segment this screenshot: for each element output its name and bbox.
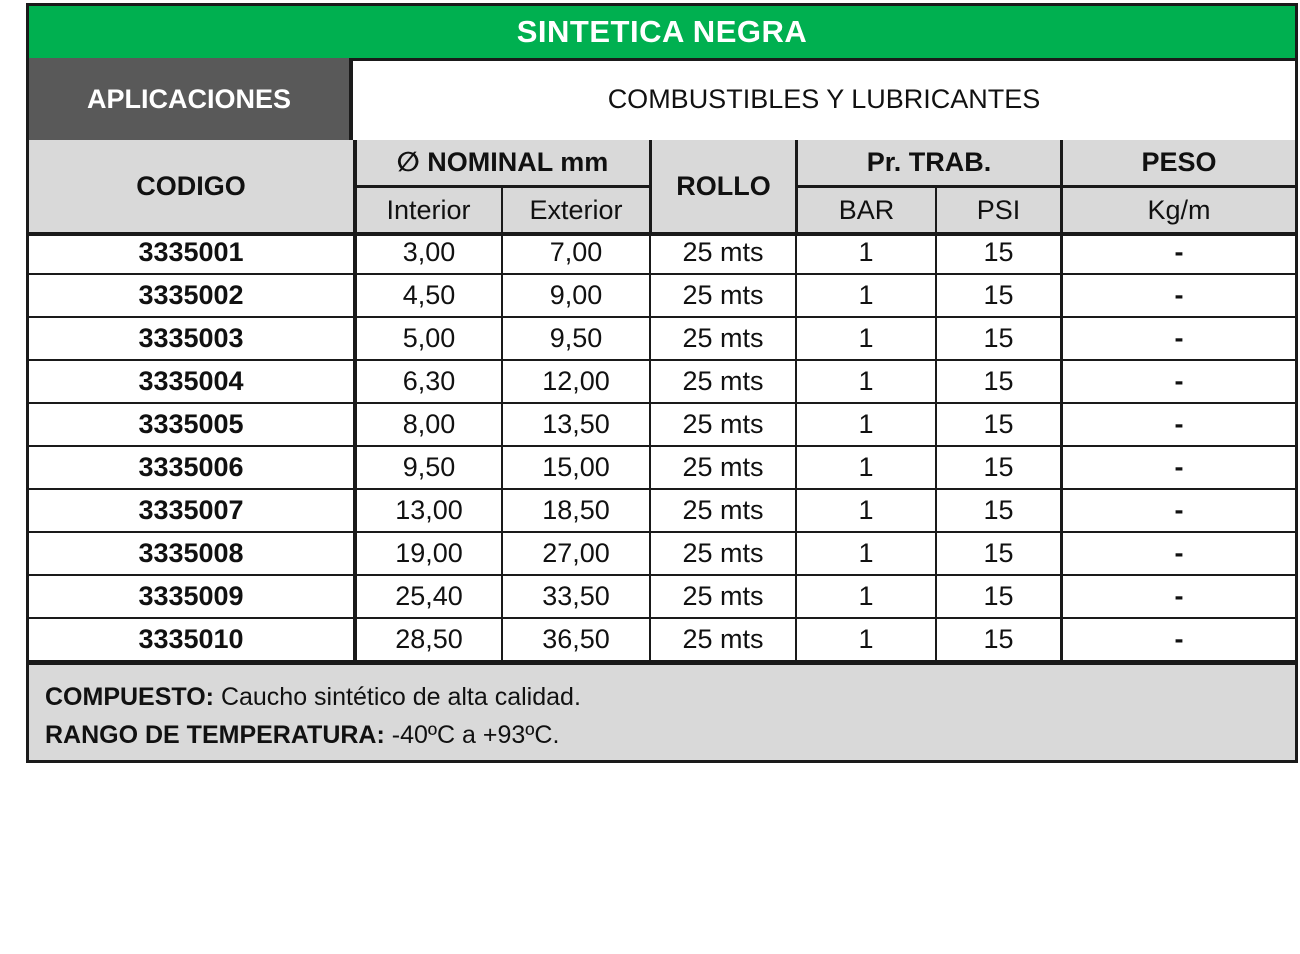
cell-interior: 6,30 bbox=[402, 366, 456, 396]
header-bar: BAR bbox=[838, 194, 895, 225]
cell-codigo: 3335002 bbox=[138, 280, 244, 310]
cell-peso: - bbox=[1174, 409, 1184, 439]
cell-psi: 15 bbox=[983, 323, 1014, 353]
cell-interior: 19,00 bbox=[395, 538, 463, 568]
table-row bbox=[29, 232, 1295, 275]
table-title: SINTETICA NEGRA bbox=[29, 6, 1295, 61]
cell-exterior: 13,50 bbox=[542, 409, 610, 439]
cell-psi: 15 bbox=[983, 538, 1014, 568]
column-divider bbox=[1060, 232, 1063, 662]
cell-interior: 9,50 bbox=[402, 452, 456, 482]
cell-rollo: 25 mts bbox=[682, 280, 764, 310]
cell-interior: 13,00 bbox=[395, 495, 463, 525]
cell-interior: 8,00 bbox=[402, 409, 456, 439]
cell-codigo: 3335010 bbox=[138, 624, 244, 654]
table-row bbox=[29, 404, 1295, 447]
header-divider bbox=[935, 186, 937, 232]
header-divider bbox=[501, 186, 503, 232]
cell-exterior: 36,50 bbox=[542, 624, 610, 654]
cell-interior: 28,50 bbox=[395, 624, 463, 654]
cell-exterior: 9,50 bbox=[549, 323, 603, 353]
cell-bar: 1 bbox=[858, 323, 874, 353]
footer-rango bbox=[45, 721, 559, 750]
cell-exterior: 9,00 bbox=[549, 280, 603, 310]
cell-exterior: 33,50 bbox=[542, 581, 610, 611]
compuesto-value: Caucho sintético de alta calidad. bbox=[214, 683, 581, 711]
cell-rollo: 25 mts bbox=[682, 409, 764, 439]
cell-interior: 3,00 bbox=[402, 237, 456, 267]
column-divider bbox=[935, 232, 937, 662]
cell-codigo: 3335006 bbox=[138, 452, 244, 482]
spec-sheet bbox=[26, 3, 1298, 763]
cell-codigo: 3335009 bbox=[138, 581, 244, 611]
cell-rollo: 25 mts bbox=[682, 237, 764, 267]
table-footer bbox=[29, 662, 1295, 760]
applications-value: COMBUSTIBLES Y LUBRICANTES bbox=[607, 83, 1041, 114]
column-divider bbox=[795, 232, 797, 662]
cell-peso: - bbox=[1174, 581, 1184, 611]
cell-peso: - bbox=[1174, 495, 1184, 525]
cell-exterior: 27,00 bbox=[542, 538, 610, 568]
column-divider bbox=[353, 232, 357, 662]
footer-compuesto bbox=[45, 683, 581, 712]
cell-codigo: 3335001 bbox=[138, 237, 244, 267]
cell-exterior: 12,00 bbox=[542, 366, 610, 396]
cell-rollo: 25 mts bbox=[682, 366, 764, 396]
cell-codigo: 3335004 bbox=[138, 366, 244, 396]
table-row bbox=[29, 576, 1295, 619]
cell-interior: 4,50 bbox=[402, 280, 456, 310]
cell-bar: 1 bbox=[858, 452, 874, 482]
header-peso: PESO bbox=[1141, 147, 1217, 177]
cell-psi: 15 bbox=[983, 280, 1014, 310]
cell-exterior: 7,00 bbox=[549, 237, 603, 267]
table-row bbox=[29, 533, 1295, 576]
header-nominal: ∅ NOMINAL mm bbox=[396, 147, 609, 177]
table-header bbox=[29, 140, 1295, 236]
cell-bar: 1 bbox=[858, 366, 874, 396]
header-exterior: Exterior bbox=[529, 194, 623, 225]
table-row bbox=[29, 318, 1295, 361]
cell-bar: 1 bbox=[858, 237, 874, 267]
cell-peso: - bbox=[1174, 280, 1184, 310]
header-interior: Interior bbox=[386, 194, 471, 225]
rango-label: RANGO DE TEMPERATURA: bbox=[45, 721, 385, 749]
table-row bbox=[29, 490, 1295, 533]
cell-codigo: 3335003 bbox=[138, 323, 244, 353]
cell-codigo: 3335005 bbox=[138, 409, 244, 439]
cell-interior: 25,40 bbox=[395, 581, 463, 611]
cell-peso: - bbox=[1174, 237, 1184, 267]
cell-rollo: 25 mts bbox=[682, 323, 764, 353]
rango-value: -40ºC a +93ºC. bbox=[384, 721, 560, 749]
cell-rollo: 25 mts bbox=[682, 624, 764, 654]
cell-psi: 15 bbox=[983, 409, 1014, 439]
header-codigo: CODIGO bbox=[136, 170, 246, 201]
cell-psi: 15 bbox=[983, 495, 1014, 525]
cell-peso: - bbox=[1174, 366, 1184, 396]
cell-peso: - bbox=[1174, 624, 1184, 654]
table-row bbox=[29, 275, 1295, 318]
cell-peso: - bbox=[1174, 538, 1184, 568]
cell-bar: 1 bbox=[858, 538, 874, 568]
header-pr-trab: Pr. TRAB. bbox=[866, 147, 992, 177]
cell-bar: 1 bbox=[858, 280, 874, 310]
cell-bar: 1 bbox=[858, 495, 874, 525]
cell-rollo: 25 mts bbox=[682, 495, 764, 525]
cell-psi: 15 bbox=[983, 452, 1014, 482]
cell-rollo: 25 mts bbox=[682, 538, 764, 568]
cell-psi: 15 bbox=[983, 366, 1014, 396]
header-rollo: ROLLO bbox=[676, 170, 771, 201]
table-row bbox=[29, 619, 1295, 662]
header-kgm: Kg/m bbox=[1147, 194, 1211, 225]
cell-peso: - bbox=[1174, 452, 1184, 482]
compuesto-label: COMPUESTO: bbox=[45, 683, 214, 711]
header-divider bbox=[353, 185, 650, 188]
cell-bar: 1 bbox=[858, 581, 874, 611]
table-row bbox=[29, 361, 1295, 404]
cell-exterior: 18,50 bbox=[542, 495, 610, 525]
table-row bbox=[29, 447, 1295, 490]
cell-psi: 15 bbox=[983, 624, 1014, 654]
header-psi: PSI bbox=[976, 194, 1021, 225]
cell-peso: - bbox=[1174, 323, 1184, 353]
applications-row bbox=[29, 58, 1295, 143]
cell-psi: 15 bbox=[983, 581, 1014, 611]
applications-label: APLICACIONES bbox=[29, 58, 353, 140]
table-body bbox=[29, 232, 1295, 662]
header-divider bbox=[795, 185, 1295, 188]
cell-interior: 5,00 bbox=[402, 323, 456, 353]
cell-exterior: 15,00 bbox=[542, 452, 610, 482]
cell-bar: 1 bbox=[858, 409, 874, 439]
cell-codigo: 3335008 bbox=[138, 538, 244, 568]
cell-psi: 15 bbox=[983, 237, 1014, 267]
cell-codigo: 3335007 bbox=[138, 495, 244, 525]
cell-rollo: 25 mts bbox=[682, 581, 764, 611]
cell-bar: 1 bbox=[858, 624, 874, 654]
cell-rollo: 25 mts bbox=[682, 452, 764, 482]
column-divider bbox=[501, 232, 503, 662]
column-divider bbox=[649, 232, 651, 662]
